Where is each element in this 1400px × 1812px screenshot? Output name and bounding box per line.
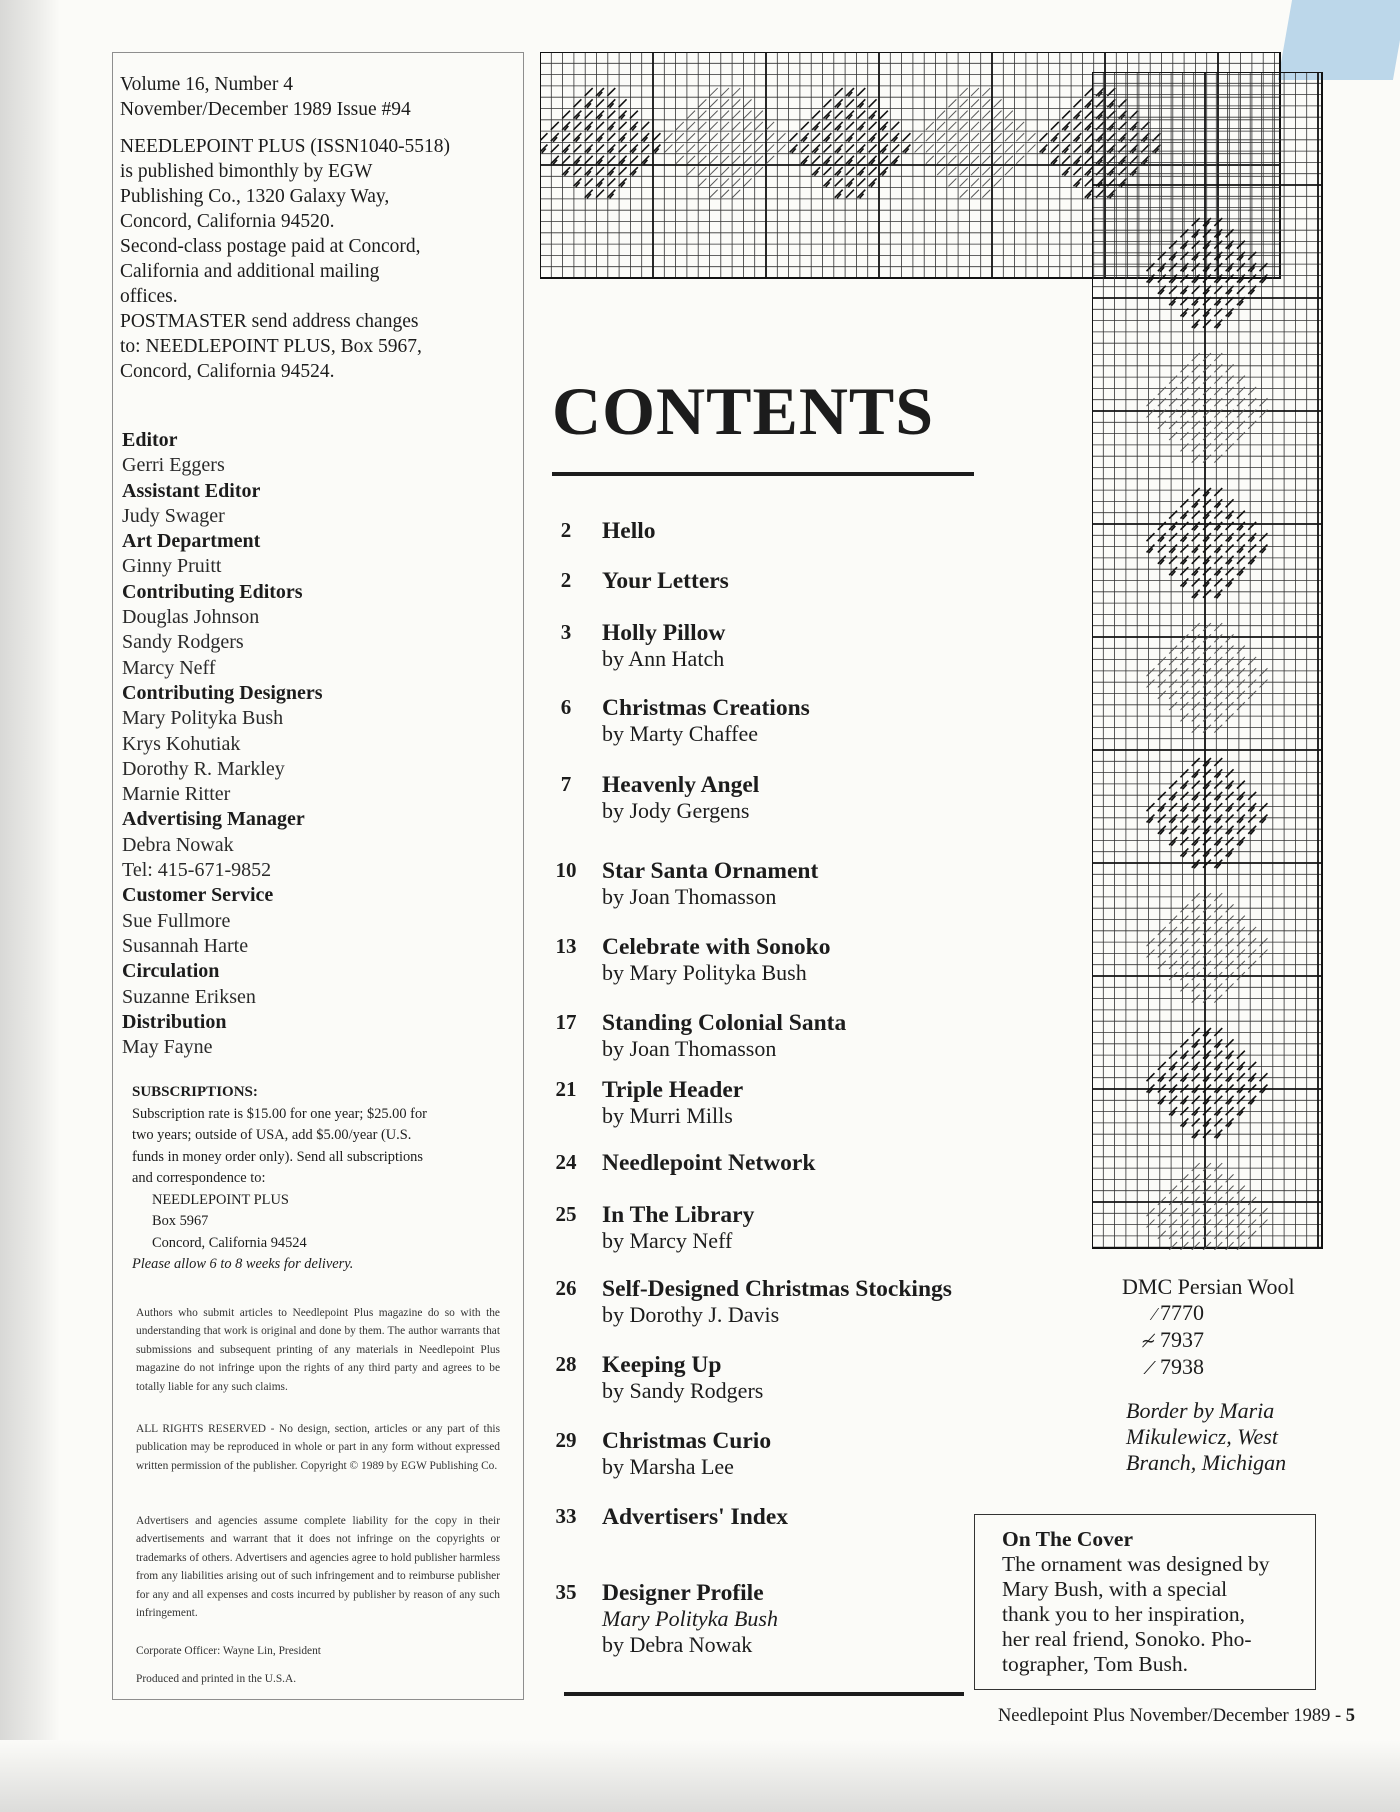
tree-motif [1147, 1163, 1268, 1250]
page-bottom-shadow [0, 1740, 1400, 1812]
dmc-color-row [1122, 1354, 1342, 1381]
footer-text: Needlepoint Plus November/December 1989 - [997, 1706, 1346, 1726]
subscriptions-address: NEEDLEPOINT PLUS [152, 1191, 289, 1208]
entry-author: by Sandy Rodgers [602, 1378, 764, 1403]
staff-person: Tel: 415-671-9852 [122, 859, 272, 882]
cover-line: The ornament was designed by [1002, 1552, 1270, 1576]
entry-page-number: 25 [555, 1202, 577, 1226]
entry-page-number: 2 [560, 518, 572, 542]
border-credit-line: Branch, Michigan [1126, 1450, 1287, 1475]
tree-motif [1147, 353, 1268, 463]
subscriptions-heading: SUBSCRIPTIONS: [132, 1084, 258, 1100]
tree-motif [790, 88, 911, 198]
staff-person: Mary Polityka Bush [122, 707, 284, 730]
entry-page-number: 35 [555, 1580, 577, 1604]
cover-heading: On The Cover [1002, 1527, 1133, 1551]
subscriptions-line: Subscription rate is $15.00 for one year; $25.00 for [132, 1105, 427, 1122]
dmc-legend [1122, 1274, 1342, 1381]
entry-page-number: 28 [555, 1352, 577, 1376]
entry-author: by Jody Gergens [602, 798, 750, 823]
tree-motif [915, 88, 1036, 198]
contents-title: CONTENTS [552, 373, 935, 449]
stitch-symbol-icon: ⟋ [1143, 1358, 1156, 1378]
entry-author: by Debra Nowak [602, 1632, 753, 1657]
cover-line: her real friend, Sonoko. Pho- [1002, 1627, 1252, 1651]
staff-person: May Fayne [122, 1036, 213, 1059]
staff-person: Ginny Pruitt [122, 555, 222, 578]
entry-page-number: 3 [560, 620, 572, 644]
publication-line: is published bimonthly by EGW [120, 161, 373, 182]
subscriptions-address: Box 5967 [152, 1213, 209, 1229]
entry-title: Needlepoint Network [602, 1150, 816, 1176]
entry-page-number: 6 [560, 695, 572, 719]
chart-grid-vertical [1092, 72, 1322, 1248]
entry-title: Star Santa Ornament [602, 858, 819, 884]
subscriptions-note: Please allow 6 to 8 weeks for delivery. [132, 1256, 354, 1272]
staff-person: Marcy Neff [122, 656, 216, 679]
publication-info [120, 72, 520, 384]
entry-title: In The Library [602, 1202, 755, 1228]
entry-page-number: 2 [560, 568, 572, 592]
entry-title: Standing Colonial Santa [602, 1010, 847, 1036]
entry-author: by Mary Polityka Bush [602, 960, 807, 985]
entry-subtitle: Mary Polityka Bush [602, 1606, 778, 1631]
border-credit [1126, 1398, 1356, 1476]
cover-line: thank you to her inspiration, [1002, 1602, 1246, 1626]
staff-person: Susannah Harte [122, 934, 249, 957]
publication-line [120, 122, 520, 134]
staff-role: Editor [122, 429, 178, 451]
tree-motif [665, 88, 786, 198]
publication-line: to: NEEDLEPOINT PLUS, Box 5967, [120, 336, 422, 357]
subscriptions-line: two years; outside of USA, add $5.00/year (U.S. [132, 1127, 412, 1143]
publication-line: Concord, California 94520. [120, 211, 335, 232]
entry-page-number: 13 [555, 934, 577, 958]
entry-author: by Dorothy J. Davis [602, 1302, 780, 1327]
tree-motif [1147, 1028, 1268, 1138]
staff-person: Dorothy R. Markley [122, 757, 285, 780]
dmc-color-row [1122, 1300, 1342, 1327]
publication-line: November/December 1989 Issue #94 [120, 99, 411, 120]
entry-title: Heavenly Angel [602, 772, 760, 798]
entry-title: Advertisers' Index [602, 1504, 789, 1530]
entry-author: by Joan Thomasson [602, 884, 777, 909]
dmc-title: DMC Persian Wool [1122, 1274, 1295, 1299]
tree-motif [1147, 488, 1268, 598]
entry-author: by Joan Thomasson [602, 1036, 777, 1061]
tree-motif [540, 88, 660, 198]
staff-person: Krys Kohutiak [122, 732, 241, 755]
border-credit-line: Border by Maria [1126, 1398, 1275, 1423]
entry-title: Your Letters [602, 568, 729, 594]
staff-list [122, 428, 522, 1060]
publication-line: NEEDLEPOINT PLUS (ISSN1040-5518) [120, 136, 451, 157]
page-number: 5 [1345, 1706, 1355, 1726]
publication-line: California and additional mailing [120, 261, 380, 282]
staff-person: Gerri Eggers [122, 454, 225, 477]
legal-authors: Authors who submit articles to Needlepoint Plus magazine do so with the understanding that work is original and done by them. The author warrants that submissions and subsequent printing of any materials in Needlepoint Plus magazine do not infringe upon the rights of any third party and agrees to be totally liable for any such claims. [136, 1307, 500, 1393]
legal-printed: Produced and printed in the U.S.A. [136, 1673, 297, 1685]
staff-role: Circulation [122, 960, 220, 983]
publication-line: Publishing Co., 1320 Galaxy Way, [120, 186, 390, 207]
entry-title: Christmas Creations [602, 695, 810, 721]
staff-person: Judy Swager [122, 504, 225, 527]
publication-line: offices. [120, 286, 178, 307]
staff-role: Art Department [122, 530, 261, 553]
entry-title: Triple Header [602, 1077, 744, 1103]
tree-motif [1147, 893, 1268, 1003]
entry-page-number: 26 [555, 1276, 577, 1300]
entry-title: Christmas Curio [602, 1428, 772, 1454]
publication-line: POSTMASTER send address changes [120, 311, 419, 332]
entry-title: Self-Designed Christmas Stockings [602, 1276, 952, 1302]
subscriptions-address: Concord, California 94524 [152, 1234, 307, 1251]
on-the-cover-box [974, 1514, 1316, 1690]
page-spine-shadow [0, 0, 60, 1812]
entry-page-number: 10 [555, 858, 577, 882]
page-footer [945, 1706, 1355, 1727]
stitch-symbol-icon: ⁄ [1152, 1304, 1156, 1324]
legal-officer: Corporate Officer: Wayne Lin, President [136, 1645, 321, 1657]
staff-role: Advertising Manager [122, 808, 305, 831]
border-credit-line: Mikulewicz, West [1126, 1424, 1278, 1449]
stitch-symbol-icon: ≁ [1140, 1331, 1156, 1351]
cover-line: Mary Bush, with a special [1002, 1577, 1228, 1601]
dmc-color-row [1122, 1327, 1342, 1354]
entry-title: Hello [602, 518, 656, 544]
staff-person: Marnie Ritter [122, 783, 231, 806]
staff-role: Contributing Editors [122, 580, 303, 603]
publication-line: Volume 16, Number 4 [120, 74, 293, 95]
bottom-rule [564, 1692, 964, 1696]
entry-page-number: 29 [555, 1428, 577, 1452]
staff-person: Debra Nowak [122, 833, 234, 856]
legal-rights: ALL RIGHTS RESERVED - No design, section, articles or any part of this publication may be reproduced in whole or part in any form without expressed written permission of the publisher. Copyright © 1989 by EGW Publishing Co. [136, 1423, 500, 1472]
publication-line: Second-class postage paid at Concord, [120, 236, 421, 257]
entry-page-number: 33 [555, 1504, 577, 1528]
staff-role: Distribution [122, 1010, 227, 1033]
publication-line: Concord, California 94524. [120, 361, 335, 382]
entry-page-number: 7 [560, 772, 572, 796]
chart-frame-vertical [1092, 72, 1322, 1248]
chart-heavy-lines [1092, 72, 1322, 1248]
staff-role: Contributing Designers [122, 681, 323, 704]
dmc-color-code: 7770 [1160, 1300, 1204, 1325]
tree-motif [1147, 218, 1268, 328]
subscriptions-line: funds in money order only). Send all subscriptions [132, 1148, 423, 1165]
stitch-chart-vertical [1092, 72, 1324, 1250]
title-rule [552, 472, 974, 476]
entry-page-number: 24 [555, 1150, 577, 1174]
entry-page-number: 17 [555, 1010, 577, 1034]
staff-person: Suzanne Eriksen [122, 985, 256, 1008]
dmc-color-code: 7938 [1160, 1354, 1204, 1379]
entry-author: by Ann Hatch [602, 646, 725, 671]
subscriptions-line: and correspondence to: [132, 1170, 266, 1186]
subscriptions-block [132, 1082, 504, 1276]
entry-author: by Marty Chaffee [602, 721, 758, 746]
entry-title: Holly Pillow [602, 620, 726, 646]
entry-author: by Marsha Lee [602, 1454, 734, 1479]
legal-advertisers: Advertisers and agencies assume complete liability for the copy in their advertisements and warrant that it does not infringe on the copyrights or trademarks of others. Advertisers and agencies agree to hold publisher harmless from any liabilities arising out of such infringement and to reimburse publisher for any and all expenses and costs incurred by publisher by reason of any such infringement. [136, 1515, 500, 1620]
entry-author: by Murri Mills [602, 1103, 733, 1128]
entry-title: Keeping Up [602, 1352, 722, 1378]
entry-author: by Marcy Neff [602, 1228, 733, 1253]
staff-person: Sue Fullmore [122, 909, 231, 932]
staff-person: Sandy Rodgers [122, 631, 244, 654]
entry-page-number: 21 [555, 1077, 577, 1101]
staff-role: Assistant Editor [122, 479, 261, 502]
staff-person: Douglas Johnson [122, 606, 260, 629]
cover-line: tographer, Tom Bush. [1002, 1652, 1188, 1676]
staff-role: Customer Service [122, 884, 274, 907]
entry-title: Celebrate with Sonoko [602, 934, 831, 960]
entry-title: Designer Profile [602, 1580, 764, 1606]
dmc-color-code: 7937 [1160, 1327, 1204, 1352]
